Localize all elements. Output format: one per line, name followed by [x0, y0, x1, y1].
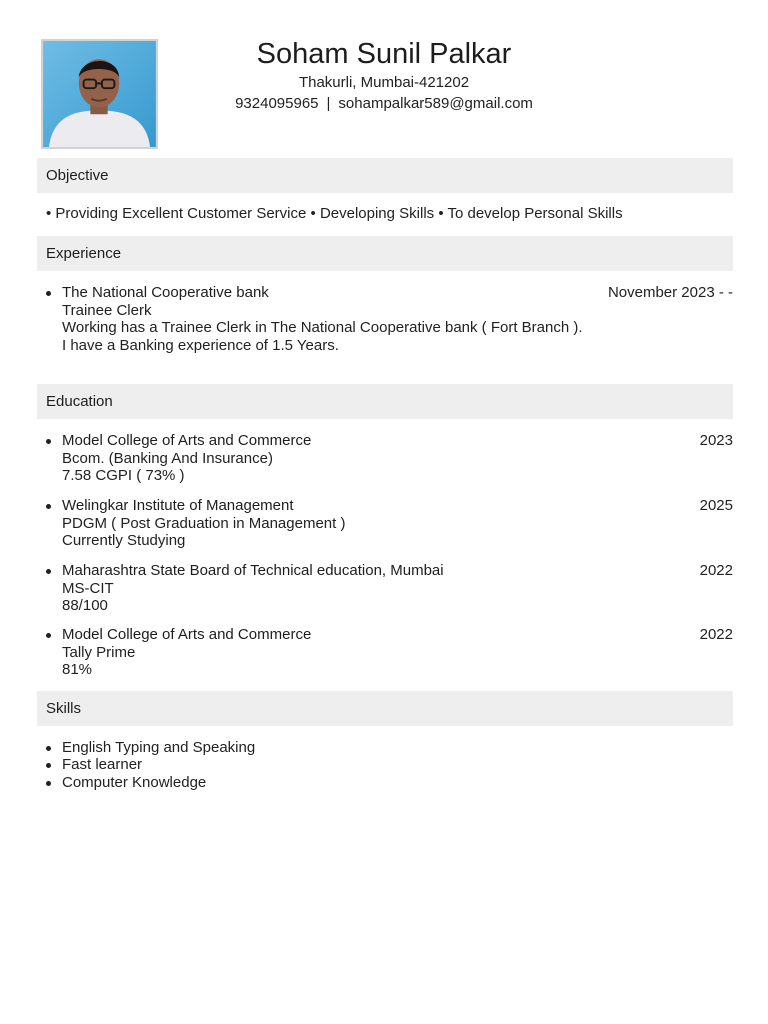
education-institution: Welingkar Institute of Management: [62, 497, 294, 514]
education-year: 2022: [699, 626, 733, 643]
education-course: PDGM ( Post Graduation in Management ): [62, 514, 346, 532]
bullet-icon: [46, 504, 51, 509]
education-course: MS-CIT: [62, 579, 114, 597]
skill-label: Computer Knowledge: [62, 773, 207, 791]
list-item: [37, 774, 255, 791]
experience-date: November 2023 - -: [607, 284, 733, 301]
education-result: 88/100: [62, 597, 108, 614]
experience-employer: The National Cooperative bank: [62, 284, 269, 301]
objective-text: • Providing Excellent Customer Service • Developing Skills • To develop Personal Skills: [46, 205, 623, 222]
education-result: 7.58 CGPI ( 73% ): [62, 467, 185, 484]
section-heading-skills: Skills: [37, 691, 733, 726]
bullet-icon: [46, 633, 51, 638]
list-item: [37, 756, 255, 773]
education-year: 2025: [699, 497, 733, 514]
section-heading-experience: Experience: [37, 236, 733, 271]
experience-role: Trainee Clerk: [62, 301, 152, 319]
profile-photo: [41, 39, 158, 149]
education-result: Currently Studying: [62, 532, 186, 549]
bullet-icon: [46, 439, 51, 444]
list-item: [37, 739, 255, 756]
skill-label: English Typing and Speaking: [62, 739, 256, 756]
education-year: 2022: [699, 562, 733, 579]
candidate-name: Soham Sunil Palkar: [256, 38, 512, 70]
address: Thakurli, Mumbai-421202: [298, 74, 470, 91]
section-heading-objective: Objective: [37, 158, 733, 193]
bullet-icon: [46, 291, 51, 296]
education-institution: Model College of Arts and Commerce: [62, 432, 312, 449]
education-course: Bcom. (Banking And Insurance): [62, 449, 273, 467]
email-address: sohampalkar589@gmail.com: [338, 95, 533, 112]
experience-description: I have a Banking experience of 1.5 Years.: [62, 336, 339, 354]
skills-list: [37, 739, 255, 791]
bullet-icon: [46, 746, 51, 751]
education-institution: Model College of Arts and Commerce: [62, 626, 312, 643]
education-result: 81%: [62, 661, 93, 678]
education-course: Tally Prime: [62, 643, 136, 661]
skill-label: Fast learner: [62, 756, 143, 774]
experience-description: Working has a Trainee Clerk in The National Cooperative bank ( Fort Branch ).: [62, 319, 583, 336]
section-heading-education: Education: [37, 384, 733, 419]
contact-separator: |: [326, 95, 331, 112]
contact-line: [150, 95, 618, 112]
bullet-icon: [46, 781, 51, 786]
phone-number: 9324095965: [235, 95, 319, 112]
bullet-icon: [46, 763, 51, 768]
education-institution: Maharashtra State Board of Technical education, Mumbai: [62, 562, 444, 579]
education-year: 2023: [699, 432, 733, 449]
bullet-icon: [46, 569, 51, 574]
